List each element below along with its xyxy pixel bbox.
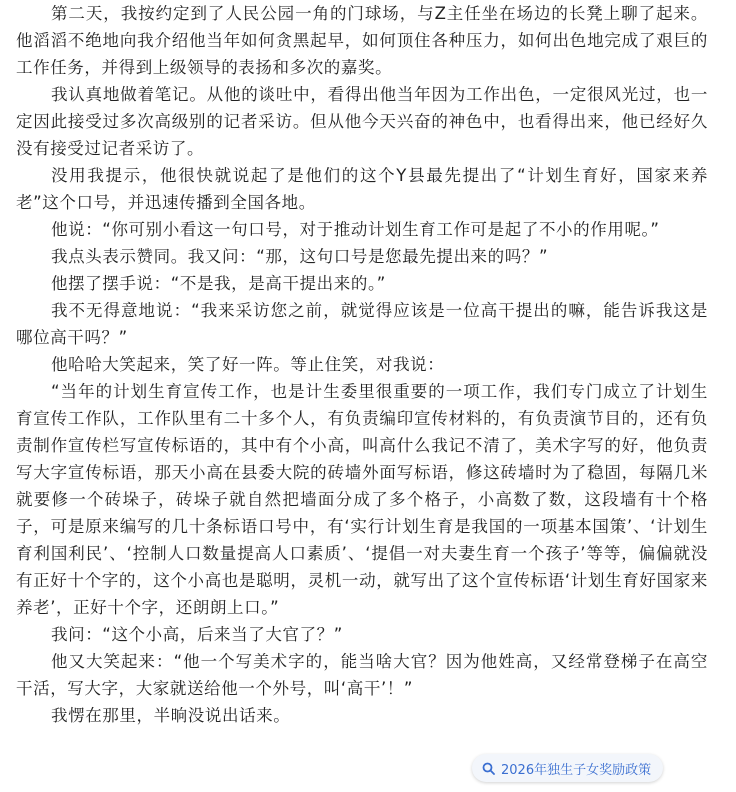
- related-search-chip[interactable]: [472, 754, 663, 782]
- paragraph: 我问：“这个小高，后来当了大官了？”: [51, 625, 343, 644]
- paragraph: 我认真地做着笔记。从他的谈吐中，看得出他当年因为工作出色，一定很风光过，也一定因此接受过多次高级别的记者采访。但从他今天兴奋的神色中，也看得出来，他已经好久没有接受过记者采访了。: [16, 85, 708, 158]
- paragraph: “当年的计划生育宣传工作，也是计生委里很重要的一项工作，我们专门成立了计划生育宣传工作队，工作队里有二十多个人，有负责编印宣传材料的，有负责演节目的，还有负责制作宣传栏写宣传标语的，其中有个小高，叫高什么我记不清了，美术字写的好，他负责写大字宣传标语，那天小高在县委大院的砖墙外面写标语，修这砖墙时为了稳固，每隔几米就要修一个砖垛子，砖垛子就自然把墙面分成了多个格子，小高数了数，这段墙有十个格子，可是原来编写的几十条标语口号中，有‘实行计划生育是我国的一项基本国策’、‘计划生育利国利民’、‘控制人口数量提高人口素质’、‘提倡一对夫妻生育一个孩子’等等，偏偏就没有正好十个字的，这个小高也是聪明，灵机一动，就写出了这个宣传标语‘计划生育好国家来养老’，正好十个字，还朗朗上口。”: [16, 382, 708, 617]
- paragraph: 我愣在那里，半晌没说出话来。: [51, 706, 291, 725]
- paragraph: 他哈哈大笑起来，笑了好一阵。等止住笑，对我说：: [51, 355, 445, 374]
- paragraph: 他摆了摆手说：“不是我，是高干提出来的。”: [51, 274, 386, 293]
- paragraph: 没用我提示，他很快就说起了是他们的这个Y县最先提出了“计划生育好，国家来养老”这个口号，并迅速传播到全国各地。: [16, 166, 708, 212]
- paragraph: 第二天，我按约定到了人民公园一角的门球场，与Z主任坐在场边的长凳上聊了起来。他滔滔不绝地向我介绍他当年如何贪黑起早，如何顶住各种压力，如何出色地完成了艰巨的工作任务，并得到上级领导的表扬和多次的嘉奖。: [16, 4, 708, 77]
- search-icon: [482, 762, 495, 775]
- article-body: [16, 0, 708, 729]
- paragraph: 他又大笑起来：“他一个写美术字的，能当啥大官？因为他姓高，又经常登梯子在高空干活，写大字，大家就送给他一个外号，叫‘高干’！”: [16, 652, 708, 698]
- paragraph: 我点头表示赞同。我又问：“那，这句口号是您最先提出来的吗？”: [51, 247, 549, 266]
- paragraph: 他说：“你可别小看这一句口号，对于推动计划生育工作可是起了不小的作用呢。”: [51, 220, 660, 239]
- paragraph: 我不无得意地说：“我来采访您之前，就觉得应该是一位高干提出的嘛，能告诉我这是哪位高干吗？”: [16, 301, 708, 347]
- search-chip-label: 2026年独生子女奖励政策: [501, 762, 652, 778]
